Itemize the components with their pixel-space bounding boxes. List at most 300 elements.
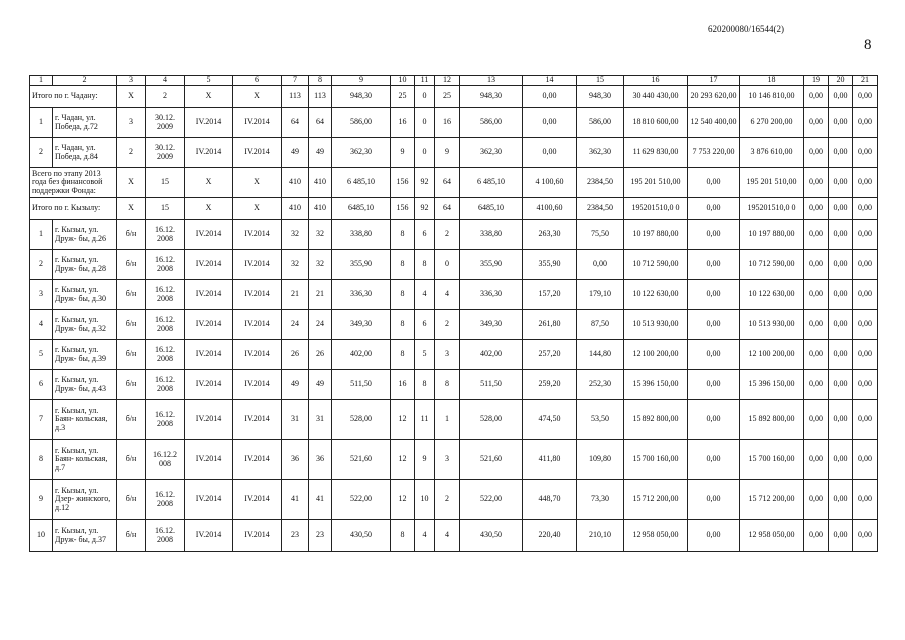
table-cell: IV.2014	[185, 108, 233, 138]
table-cell: 31	[282, 400, 309, 440]
table-cell: 448,70	[523, 480, 577, 520]
table-cell: IV.2014	[233, 340, 282, 370]
table-cell: 0,00	[688, 310, 740, 340]
table-cell: 402,00	[332, 340, 391, 370]
table-cell: 0,00	[829, 168, 853, 198]
table-row	[30, 220, 878, 250]
table-cell: 336,30	[332, 280, 391, 310]
table-cell: 10 712 590,00	[740, 250, 804, 280]
table-cell: 586,00	[460, 108, 523, 138]
table-cell: 0	[435, 250, 460, 280]
table-cell: 12 958 050,00	[740, 520, 804, 552]
table-cell: IV.2014	[233, 250, 282, 280]
column-number: 18	[740, 76, 804, 86]
table-cell: 6485,10	[460, 198, 523, 220]
table-cell: 2	[117, 138, 146, 168]
table-cell: 64	[435, 198, 460, 220]
table-cell: 261,80	[523, 310, 577, 340]
address-cell: г. Кызыл, ул. Баян- кольская, д.7	[53, 440, 117, 480]
table-cell: 49	[282, 370, 309, 400]
address-cell: г. Кызыл, ул. Друж- бы, д.26	[53, 220, 117, 250]
table-cell: 195201510,0 0	[740, 198, 804, 220]
table-cell: 49	[309, 138, 332, 168]
table-cell: 474,50	[523, 400, 577, 440]
document-id: 620200080/16544(2)	[708, 24, 784, 34]
table-cell: 15 396 150,00	[624, 370, 688, 400]
table-cell: 528,00	[332, 400, 391, 440]
table-cell: 64	[435, 168, 460, 198]
table-cell: 0,00	[853, 280, 878, 310]
address-cell: г. Кызыл, ул. Друж- бы, д.37	[53, 520, 117, 552]
table-cell: 32	[309, 250, 332, 280]
address-cell: г. Кызыл, ул. Друж- бы, д.28	[53, 250, 117, 280]
column-number: 5	[185, 76, 233, 86]
table-cell: 586,00	[577, 108, 624, 138]
register-table	[29, 75, 878, 552]
table-cell: 1	[30, 108, 53, 138]
column-number: 17	[688, 76, 740, 86]
table-cell: 0,00	[829, 86, 853, 108]
table-cell: 15	[146, 168, 185, 198]
table-cell: 8	[415, 250, 435, 280]
table-cell: 0,00	[829, 220, 853, 250]
table-cell: 263,30	[523, 220, 577, 250]
column-number: 12	[435, 76, 460, 86]
table-cell: 8	[391, 310, 415, 340]
table-cell: 16	[435, 108, 460, 138]
column-number: 3	[117, 76, 146, 86]
table-cell: 0,00	[853, 138, 878, 168]
table-cell: 355,90	[523, 250, 577, 280]
table-cell: 26	[282, 340, 309, 370]
table-cell: 10	[30, 520, 53, 552]
table-cell: 15 892 800,00	[624, 400, 688, 440]
column-number: 13	[460, 76, 523, 86]
table-cell: 0,00	[804, 86, 829, 108]
table-cell: 0,00	[804, 280, 829, 310]
table-cell: 16.12. 2008	[146, 340, 185, 370]
table-cell: 92	[415, 198, 435, 220]
table-cell: 410	[282, 198, 309, 220]
table-cell: 32	[282, 250, 309, 280]
table-cell: 948,30	[460, 86, 523, 108]
table-cell: 0,00	[804, 440, 829, 480]
table-cell: 16.12. 2008	[146, 280, 185, 310]
table-cell: б/н	[117, 400, 146, 440]
table-cell: 0,00	[804, 168, 829, 198]
table-cell: 8	[391, 340, 415, 370]
table-cell: 252,30	[577, 370, 624, 400]
table-cell: б/н	[117, 250, 146, 280]
address-cell: г. Кызыл, ул. Друж- бы, д.32	[53, 310, 117, 340]
table-cell: 2	[146, 86, 185, 108]
table-cell: 12 540 400,00	[688, 108, 740, 138]
table-cell: 7	[30, 400, 53, 440]
table-cell: X	[117, 168, 146, 198]
table-cell: 0,00	[688, 168, 740, 198]
table-cell: 521,60	[332, 440, 391, 480]
table-cell: 9	[391, 138, 415, 168]
table-cell: 2384,50	[577, 168, 624, 198]
table-cell: 73,30	[577, 480, 624, 520]
table-cell: 0,00	[853, 108, 878, 138]
table-cell: 32	[309, 220, 332, 250]
table-cell: 0,00	[853, 198, 878, 220]
table-cell: 30 440 430,00	[624, 86, 688, 108]
table-cell: 0,00	[853, 310, 878, 340]
table-cell: 12 100 200,00	[740, 340, 804, 370]
table-cell: 10 146 810,00	[740, 86, 804, 108]
table-cell: IV.2014	[233, 370, 282, 400]
table-cell: 4	[415, 280, 435, 310]
table-row	[30, 340, 878, 370]
table-cell: б/н	[117, 280, 146, 310]
table-cell: 6 270 200,00	[740, 108, 804, 138]
table-cell: 0,00	[804, 198, 829, 220]
table-cell: 16.12. 2008	[146, 400, 185, 440]
table-cell: 0,00	[804, 220, 829, 250]
table-cell: 0,00	[829, 138, 853, 168]
column-number: 10	[391, 76, 415, 86]
address-cell: г. Кызыл, ул. Друж- бы, д.39	[53, 340, 117, 370]
table-cell: 11	[415, 400, 435, 440]
table-cell: 49	[282, 138, 309, 168]
total-label: Итого по г. Кызылу:	[30, 198, 117, 220]
table-cell: 259,20	[523, 370, 577, 400]
table-cell: X	[233, 198, 282, 220]
table-cell: IV.2014	[185, 480, 233, 520]
table-cell: 0,00	[829, 310, 853, 340]
table-cell: 0,00	[853, 520, 878, 552]
table-cell: 12	[391, 400, 415, 440]
page-number: 8	[864, 37, 872, 53]
table-cell: 75,50	[577, 220, 624, 250]
table-cell: 0,00	[853, 250, 878, 280]
table-cell: IV.2014	[233, 520, 282, 552]
table-cell: 4	[30, 310, 53, 340]
table-cell: 64	[309, 108, 332, 138]
table-cell: 0,00	[804, 370, 829, 400]
table-cell: 11 629 830,00	[624, 138, 688, 168]
table-cell: 16.12.2 008	[146, 440, 185, 480]
table-cell: 0,00	[853, 86, 878, 108]
table-cell: 156	[391, 168, 415, 198]
table-cell: 87,50	[577, 310, 624, 340]
column-number-row	[30, 76, 878, 86]
column-number: 20	[829, 76, 853, 86]
table-cell: 195201510,0 0	[624, 198, 688, 220]
table-cell: IV.2014	[185, 138, 233, 168]
table-cell: 18 810 600,00	[624, 108, 688, 138]
table-cell: 0,00	[829, 198, 853, 220]
table-cell: 0,00	[577, 250, 624, 280]
table-cell: IV.2014	[233, 480, 282, 520]
table-cell: 12 100 200,00	[624, 340, 688, 370]
table-cell: 41	[309, 480, 332, 520]
table-cell: б/н	[117, 370, 146, 400]
table-cell: 10 122 630,00	[624, 280, 688, 310]
column-number: 15	[577, 76, 624, 86]
table-cell: 3	[435, 340, 460, 370]
table-cell: 4 100,60	[523, 168, 577, 198]
table-cell: 349,30	[460, 310, 523, 340]
table-cell: 10 197 880,00	[624, 220, 688, 250]
address-cell: г. Чадан, ул. Победа, д.84	[53, 138, 117, 168]
table-row	[30, 108, 878, 138]
table-cell: 528,00	[460, 400, 523, 440]
table-cell: 41	[282, 480, 309, 520]
table-cell: 15 892 800,00	[740, 400, 804, 440]
table-cell: 0,00	[853, 340, 878, 370]
table-cell: 3	[117, 108, 146, 138]
total-row	[30, 198, 878, 220]
table-cell: IV.2014	[185, 520, 233, 552]
table-cell: X	[233, 168, 282, 198]
table-cell: 15 700 160,00	[624, 440, 688, 480]
table-cell: 10 197 880,00	[740, 220, 804, 250]
table-cell: б/н	[117, 480, 146, 520]
table-cell: 0,00	[829, 250, 853, 280]
table-cell: 0,00	[523, 108, 577, 138]
table-cell: 0,00	[688, 400, 740, 440]
table-cell: 24	[282, 310, 309, 340]
table-cell: 586,00	[332, 108, 391, 138]
table-cell: 15 712 200,00	[624, 480, 688, 520]
table-cell: 0,00	[804, 400, 829, 440]
table-cell: IV.2014	[233, 400, 282, 440]
table-cell: 0,00	[688, 198, 740, 220]
table-cell: 3	[30, 280, 53, 310]
table-cell: 336,30	[460, 280, 523, 310]
table-cell: 26	[309, 340, 332, 370]
column-number: 16	[624, 76, 688, 86]
table-cell: 362,30	[577, 138, 624, 168]
table-cell: 157,20	[523, 280, 577, 310]
table-cell: 410	[282, 168, 309, 198]
column-number: 11	[415, 76, 435, 86]
table-cell: 402,00	[460, 340, 523, 370]
column-number: 7	[282, 76, 309, 86]
table-cell: 0,00	[829, 480, 853, 520]
table-row	[30, 480, 878, 520]
table-cell: IV.2014	[233, 310, 282, 340]
table-cell: 0,00	[829, 340, 853, 370]
table-cell: 109,80	[577, 440, 624, 480]
column-number: 2	[53, 76, 117, 86]
table-cell: 1	[435, 400, 460, 440]
table-row	[30, 520, 878, 552]
table-cell: 0,00	[853, 400, 878, 440]
table-cell: X	[233, 86, 282, 108]
table-cell: 0,00	[804, 480, 829, 520]
table-cell: 9	[435, 138, 460, 168]
table-cell: 21	[282, 280, 309, 310]
table-cell: 210,10	[577, 520, 624, 552]
column-number: 4	[146, 76, 185, 86]
table-cell: 0,00	[804, 108, 829, 138]
table-cell: 9	[415, 440, 435, 480]
table-cell: 0	[415, 138, 435, 168]
total-label: Всего по этапу 2013 года без финансовой поддержки Фонда:	[30, 168, 117, 198]
table-cell: 257,20	[523, 340, 577, 370]
table-cell: 0,00	[829, 370, 853, 400]
table-cell: 0,00	[688, 370, 740, 400]
table-cell: 0,00	[804, 138, 829, 168]
table-cell: 0,00	[804, 250, 829, 280]
table-cell: 16.12. 2008	[146, 250, 185, 280]
table-cell: 0,00	[829, 280, 853, 310]
table-cell: 430,50	[460, 520, 523, 552]
table-cell: 8	[415, 370, 435, 400]
table-cell: 9	[30, 480, 53, 520]
table-cell: 1	[30, 220, 53, 250]
table-cell: 16	[391, 370, 415, 400]
table-cell: 23	[309, 520, 332, 552]
table-cell: 2	[435, 310, 460, 340]
table-cell: 31	[309, 400, 332, 440]
table-cell: 0,00	[688, 250, 740, 280]
table-cell: 25	[435, 86, 460, 108]
table-cell: 4	[435, 280, 460, 310]
table-cell: 32	[282, 220, 309, 250]
table-cell: X	[117, 86, 146, 108]
table-cell: IV.2014	[185, 250, 233, 280]
table-cell: 0,00	[688, 280, 740, 310]
table-cell: 355,90	[332, 250, 391, 280]
table-cell: 0,00	[853, 168, 878, 198]
total-label: Итого по г. Чадану:	[30, 86, 117, 108]
table-cell: 16.12. 2008	[146, 220, 185, 250]
table-cell: 15 700 160,00	[740, 440, 804, 480]
table-cell: 0	[415, 86, 435, 108]
table-row	[30, 250, 878, 280]
table-cell: X	[185, 168, 233, 198]
table-cell: 0,00	[829, 108, 853, 138]
table-cell: IV.2014	[233, 108, 282, 138]
table-cell: 0,00	[523, 86, 577, 108]
table-cell: 16	[391, 108, 415, 138]
table-cell: 7 753 220,00	[688, 138, 740, 168]
table-cell: 948,30	[577, 86, 624, 108]
table-cell: 0,00	[853, 370, 878, 400]
table-cell: IV.2014	[233, 280, 282, 310]
table-cell: 30.12. 2009	[146, 138, 185, 168]
table-cell: IV.2014	[233, 440, 282, 480]
table-cell: 948,30	[332, 86, 391, 108]
table-cell: 156	[391, 198, 415, 220]
table-cell: б/н	[117, 440, 146, 480]
table-cell: 15	[146, 198, 185, 220]
table-cell: 49	[309, 370, 332, 400]
table-cell: 53,50	[577, 400, 624, 440]
table-cell: 6	[415, 220, 435, 250]
table-cell: X	[185, 86, 233, 108]
table-cell: 0,00	[688, 480, 740, 520]
table-row	[30, 440, 878, 480]
table-cell: 522,00	[460, 480, 523, 520]
total-row	[30, 86, 878, 108]
table-cell: 8	[30, 440, 53, 480]
table-row	[30, 310, 878, 340]
table-cell: 4	[415, 520, 435, 552]
table-cell: 0,00	[523, 138, 577, 168]
table-cell: 349,30	[332, 310, 391, 340]
table-cell: 8	[391, 520, 415, 552]
table-cell: IV.2014	[233, 220, 282, 250]
table-cell: IV.2014	[185, 340, 233, 370]
table-cell: 36	[309, 440, 332, 480]
table-cell: 0,00	[853, 440, 878, 480]
table-cell: 4	[435, 520, 460, 552]
table-cell: 113	[282, 86, 309, 108]
table-cell: 2	[435, 220, 460, 250]
address-cell: г. Кызыл, ул. Баян- кольская, д.3	[53, 400, 117, 440]
table-cell: 355,90	[460, 250, 523, 280]
table-cell: 16.12. 2008	[146, 520, 185, 552]
table-cell: 3 876 610,00	[740, 138, 804, 168]
table-cell: 10 122 630,00	[740, 280, 804, 310]
table-cell: 5	[30, 340, 53, 370]
table-cell: 0,00	[804, 310, 829, 340]
table-cell: 4100,60	[523, 198, 577, 220]
table-cell: 0,00	[688, 520, 740, 552]
table-cell: 8	[391, 280, 415, 310]
table-cell: 0,00	[804, 520, 829, 552]
address-cell: г. Кызыл, ул. Друж- бы, д.30	[53, 280, 117, 310]
table-cell: 0,00	[829, 520, 853, 552]
table-cell: 195 201 510,00	[624, 168, 688, 198]
table-cell: 10	[415, 480, 435, 520]
table-row	[30, 370, 878, 400]
table-cell: 0,00	[829, 440, 853, 480]
table-cell: 2384,50	[577, 198, 624, 220]
table-cell: 0,00	[853, 220, 878, 250]
table-cell: 15 712 200,00	[740, 480, 804, 520]
table-cell: 8	[435, 370, 460, 400]
table-cell: 179,10	[577, 280, 624, 310]
table-cell: б/н	[117, 520, 146, 552]
table-cell: 92	[415, 168, 435, 198]
table-cell: 0,00	[804, 340, 829, 370]
table-cell: IV.2014	[233, 138, 282, 168]
table-cell: 338,80	[332, 220, 391, 250]
table-cell: 0,00	[829, 400, 853, 440]
table-cell: 0,00	[688, 220, 740, 250]
table-cell: 2	[30, 138, 53, 168]
address-cell: г. Кызыл, ул. Друж- бы, д.43	[53, 370, 117, 400]
table-row	[30, 138, 878, 168]
table-cell: 362,30	[332, 138, 391, 168]
table-cell: 6	[415, 310, 435, 340]
table-cell: 6485,10	[332, 198, 391, 220]
table-cell: 12 958 050,00	[624, 520, 688, 552]
table-cell: 12	[391, 440, 415, 480]
table-cell: 195 201 510,00	[740, 168, 804, 198]
table-cell: 6	[30, 370, 53, 400]
table-cell: 0,00	[853, 480, 878, 520]
table-cell: 410	[309, 198, 332, 220]
table-cell: 20 293 620,00	[688, 86, 740, 108]
column-number: 6	[233, 76, 282, 86]
table-cell: IV.2014	[185, 220, 233, 250]
table-cell: 511,50	[460, 370, 523, 400]
table-cell: 36	[282, 440, 309, 480]
table-cell: 6 485,10	[332, 168, 391, 198]
column-number: 19	[804, 76, 829, 86]
table-cell: IV.2014	[185, 400, 233, 440]
table-cell: 5	[415, 340, 435, 370]
table-cell: IV.2014	[185, 280, 233, 310]
